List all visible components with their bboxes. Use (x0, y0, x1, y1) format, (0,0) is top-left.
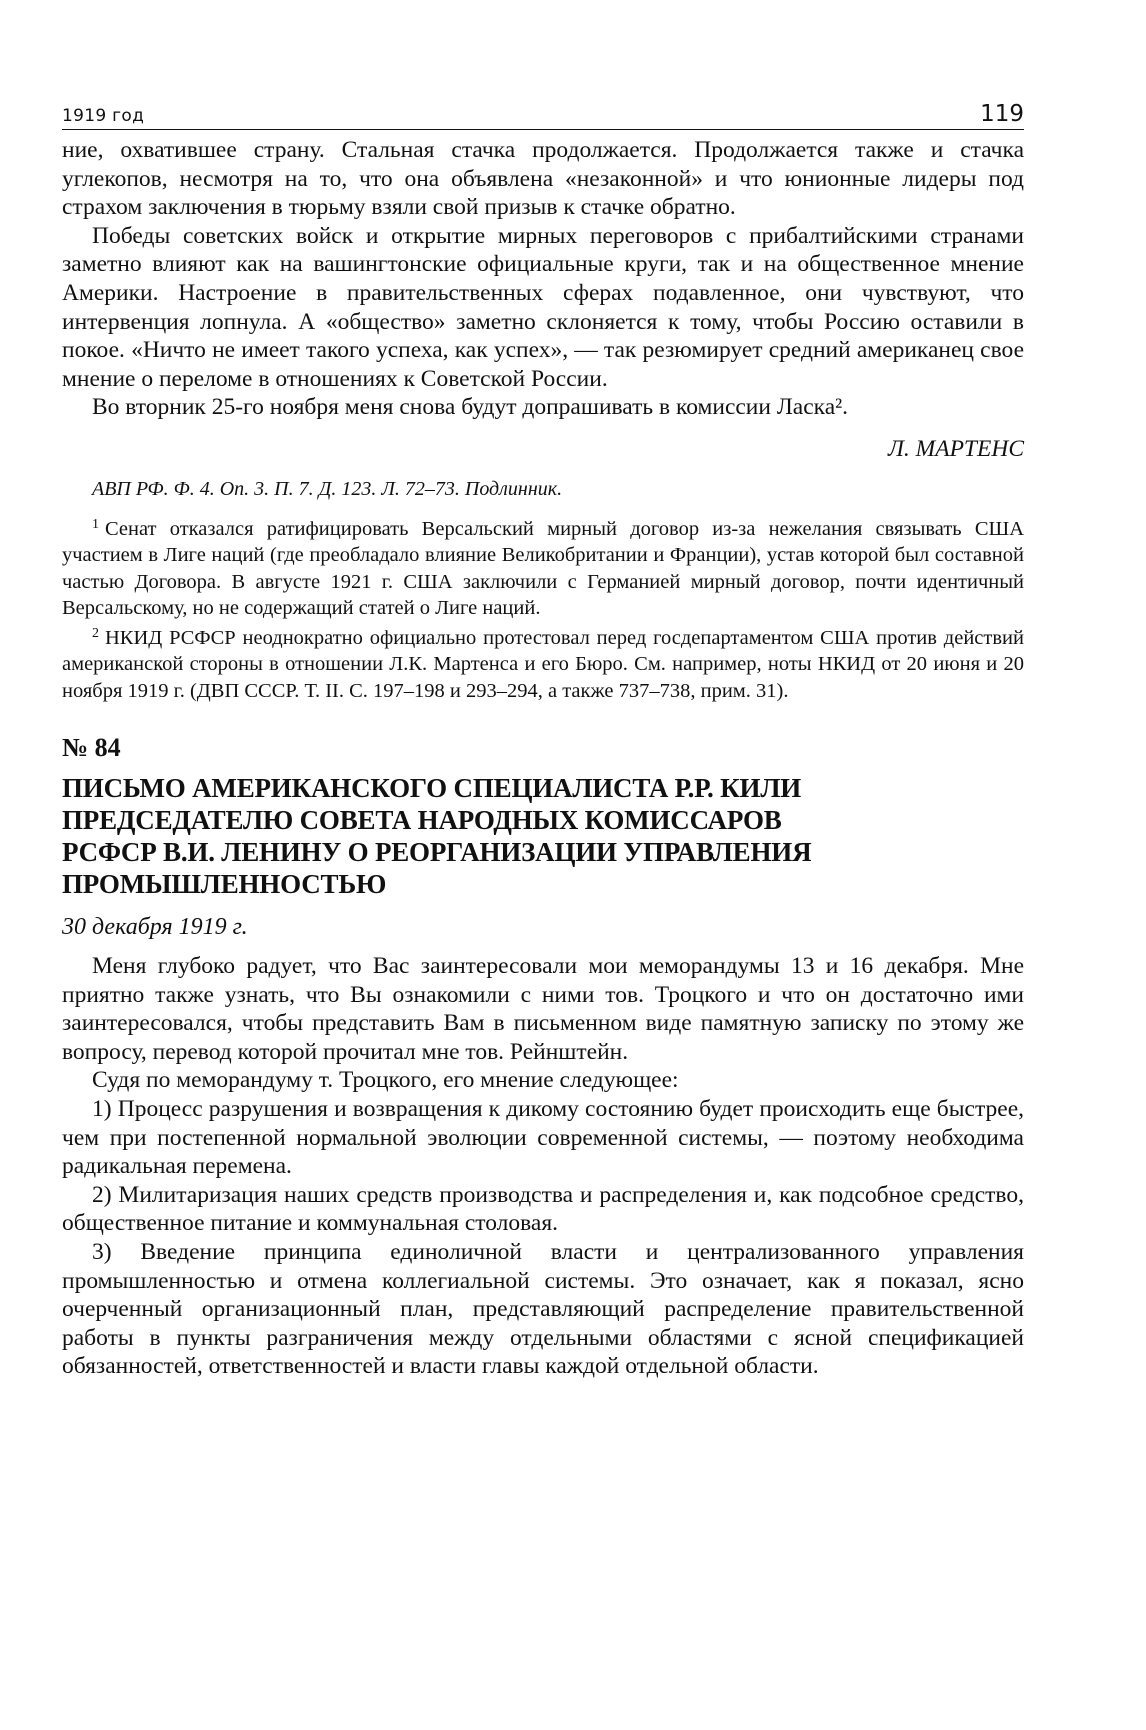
footnote-text: НКИД РСФСР неоднократно официально протестовал перед госдепартаментом США против действий американской стороны в отношении Л.К. Мартенса и его Бюро. См. например, ноты НКИД от 20 июня и 20 ноября 1919 г. (ДВП СССР. Т. II. С. 197–198 и 293–294, а также 737–738, прим. 31). (62, 627, 1024, 702)
footnote (62, 621, 1024, 704)
document-page (62, 92, 1024, 1381)
letter-paragraph: 1) Процесс разрушения и возвращения к дикому состоянию будет происходить еще быстрее, чем при постепенной нормальной эволюции современной системы, — поэтому необходима радикальная перемена. (62, 1095, 1024, 1180)
document-title-line: ПРЕДСЕДАТЕЛЮ СОВЕТА НАРОДНЫХ КОМИССАРОВ (62, 805, 782, 836)
document-title-line: РСФСР В.И. ЛЕНИНУ О РЕОРГАНИЗАЦИИ УПРАВЛЕНИЯ (62, 837, 812, 868)
page-number: 119 (980, 101, 1024, 127)
footnote-text: Сенат отказался ратифицировать Версальский мирный договор из-за нежелания связывать США участием в Лиге наций (где преобладало влияние Великобритании и Франции), устав которой был составной частью Договора. В августе 1921 г. США заключили с Германией мирный договор, почти идентичный Версальскому, но не содержащий статей о Лиге наций. (62, 517, 1024, 619)
document-number: № 84 (62, 733, 121, 763)
footnote-mark: 2 (92, 626, 99, 642)
document-title (62, 772, 1024, 900)
archive-reference: АВП РФ. Ф. 4. Оп. 3. П. 7. Д. 123. Л. 72–73. Подлинник. (92, 477, 563, 500)
document-date: 30 декабря 1919 г. (62, 914, 248, 941)
letter-paragraph: Меня глубоко радует, что Вас заинтересовали мои меморандумы 13 и 16 декабря. Мне приятно также узнать, что Вы ознакомили с ними тов. Троцкого и что он достаточно ими заинтересовался, чтобы представить Вам в письменном виде памятную записку по этому же вопросу, перевод которой прочитал мне тов. Рейнштейн. (62, 953, 1024, 1065)
running-head: 1919 год (62, 106, 145, 126)
footnotes (62, 512, 1024, 704)
intro-paragraph: Во вторник 25-го ноября меня снова будут допрашивать в комиссии Ласка². (92, 394, 849, 421)
page-header (62, 92, 1024, 130)
intro-text (62, 136, 1024, 422)
signature: Л. МАРТЕНС (887, 435, 1024, 462)
document-title-line: ПРОМЫШЛЕННОСТЬЮ (62, 869, 387, 900)
footnote-mark: 1 (92, 516, 99, 532)
letter-paragraph: 3) Введение принципа единоличной власти и централизованного управления промышленностью и отмена коллегиальной системы. Это означает, как я показал, ясно очерченный организационный план, представляющий распределение правительственной работы в пункты разграничения между отдельными областями с ясной спецификацией обязанностей, ответственностей и власти главы каждой отдельной области. (62, 1238, 1024, 1380)
document-title-line: ПИСЬМО АМЕРИКАНСКОГО СПЕЦИАЛИСТА Р.Р. КИЛИ (62, 773, 802, 804)
footnote (62, 512, 1024, 621)
intro-paragraph: ние, охватившее страну. Стальная стачка продолжается. Продолжается также и стачка углекопов, несмотря на то, что она объявлена «незаконной» и что юнионные лидеры под страхом заключения в тюрьму взяли свой призыв к стачке обратно. (62, 137, 1024, 221)
letter-paragraph: 2) Милитаризация наших средств производства и распределения и, как подсобное средство, общественное питание и коммунальная столовая. (62, 1181, 1024, 1237)
intro-paragraph: Победы советских войск и открытие мирных переговоров с прибалтийскими странами заметно влияют как на вашингтонские официальные круги, так и на общественное мнение Америки. Настроение в правительственных сферах подавленное, они чувствуют, что интервенция лопнула. А «общество» заметно склоняется к тому, чтобы Россию оставили в покое. «Ничто не имеет такого успеха, как успех», — так резюмирует средний американец свое мнение о переломе в отношениях к Советской России. (62, 222, 1024, 392)
letter-paragraph: Судя по меморандуму т. Троцкого, его мнение следующее: (92, 1067, 679, 1094)
letter-text (62, 952, 1024, 1381)
